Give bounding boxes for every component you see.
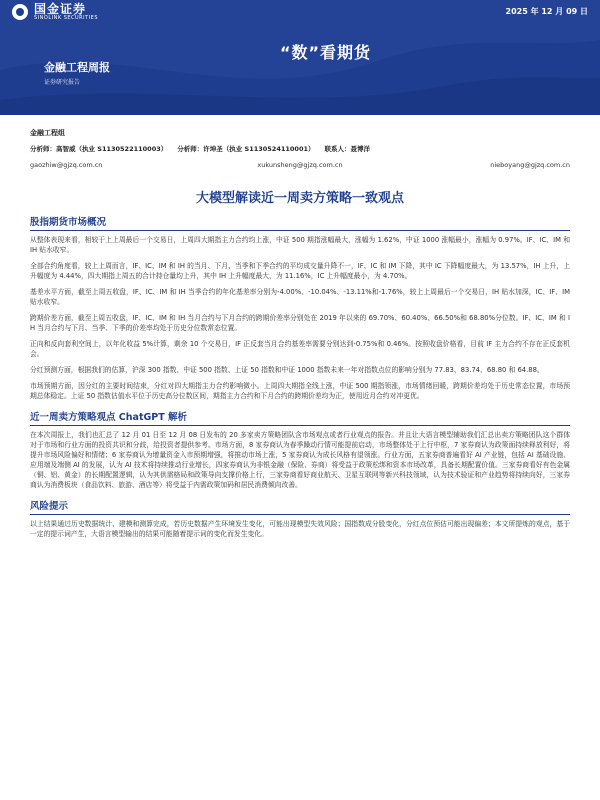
- paragraph: 基差水平方面，截至上周五收盘，IF、IC、IM 和 IH 当季合约的年化基差率分别为-4.00%、-10.04%、-13.11%和-1.76%，较上上周最后一个交易日，IH 贴水加深，IC、IF、IM 贴水收窄。: [30, 288, 570, 306]
- analyst-line: [30, 144, 570, 153]
- paragraph: 以上结果通过历史数据统计、建模和测算完成，若历史数据产生环境发生变化，可能出现模型失效风险；国指数成分股变化，分红点位预估可能出现偏差；本文所提炼的观点，基于一定的提示词产生，大语言模型输出的结果可能随着提示词的变化而发生变化。: [30, 520, 570, 538]
- section-title-risk: 风险提示: [30, 498, 570, 515]
- paragraph: 市场预期方面，因分红的主要时间结束，分红对四大期指主力合约影响微小。上周四大期指全线上涨，中证 500 期指领涨，市场情绪回暖，跨期价差均处于历史常态位置，市场预期总体稳定。上证 50 指数估值水平位于历史高分位数区间，期指主力合约和下月合约的跨期价差均为正，使用近月合约对冲更优。: [30, 382, 570, 400]
- section-title-market: 股指期货市场概况: [30, 214, 570, 231]
- email-1: gaozhiw@gjzq.com.cn: [30, 161, 103, 169]
- contact-person: 联系人：聂博洋: [324, 145, 370, 153]
- analyst-2: 分析师：许坤圣（执业 S1130524110001）: [177, 145, 315, 153]
- section-title-chatgpt: 近一周卖方策略观点 ChatGPT 解析: [30, 409, 570, 426]
- email-line: [30, 161, 570, 169]
- paragraph: 分红预测方面，根据我们的估算，沪深 300 指数、中证 500 指数、上证 50 指数和中证 1000 指数未来一年对指数点位的影响分别为 77.83、83.74、68.80 和 64.88。: [30, 366, 544, 374]
- report-date: 2025 年 12 月 09 日: [505, 7, 588, 16]
- paragraph: 全部合约角度看，较上上周而言，IF、IC、IM 和 IH 的当月、下月、当季和下季合约的平均成交量升降不一，IF、IC 和 IM 下降，其中 IC 下降幅度最大，为 13.57%，IH 上升，上升幅度为 4.44%，四大期指上周五的合计持仓量均上升，其中 IH 上升幅度最大，为 11.16%，IC 上升幅度最小，为 4.70%。: [30, 262, 570, 280]
- email-2: xukunsheng@gjzq.com.cn: [257, 161, 343, 169]
- company-logo: [12, 3, 98, 21]
- email-3: nieboyang@gjzq.com.cn: [490, 161, 570, 169]
- analyst-1: 分析师：高智威（执业 S1130522110003）: [30, 145, 168, 153]
- logo-name-en: SINOLINK SECURITIES: [34, 15, 98, 21]
- report-header: [0, 0, 600, 115]
- paragraph: 在本次周报上，我们也汇总了 12 月 01 日至 12 月 08 日发布的 20 多家卖方策略团队含市场观点或者行业观点的报告。并且让大语言模型辅助我们汇总出卖方策略团队这个群体对于市场和行业方面的投资共识和分歧，给投资者提供参考。市场方面，8 家券商认为春季躁动行情可能提前启动，市场整体处于上行中枢，7 家券商认为政策面持续释放利好，将提升市场风险偏好和情绪；6 家券商认为增量资金入市预期增强，将推动市场上涨，5 家券商认为成长风格有望领涨。行业方面，五家券商普遍看好 AI 产业链，包括 AI 基础设施、应用端及端侧 AI 的发展，认为 AI 技术将持续推动行业增长，四家券商认为非银金融（保险、券商）将受益于政策松绑和资本市场改革，具备长期配置价值。三家券商看好有色金属（铜、铝、黄金）的长期配置逻辑，认为其供需格局和政策导向支撑价格上行，三家券商看好商业航天、卫星互联网等新兴科技领域，认为技术验证和产业趋势将持续向好，三家券商认为消费板块（食品饮料、旅游、酒店等）将受益于内需政策加码和居民消费倾向改善。: [30, 431, 570, 489]
- research-group: 金融工程组: [30, 129, 65, 137]
- logo-mark-icon: [12, 4, 28, 20]
- logo-name-cn: 国金证券: [34, 2, 87, 16]
- report-subtype: 证券研究报告: [44, 79, 81, 86]
- paragraph: 正向和反向套利空间上，以年化收益 5%计算，剩余 10 个交易日，IF 正反套当月合约基差率需要分别达到-0.75%和 0.46%。按照收盘价格看，目前 IF 主力合约不存在正反套机会。: [30, 340, 570, 358]
- document-title: 大模型解读近一周卖方策略一致观点: [195, 191, 404, 206]
- report-type: 金融工程周报: [44, 61, 110, 74]
- paragraph: 跨期价差方面，截至上周五收盘，IF、IC、IM 和 IH 当月合约与下月合约的跨期价差率分别处在 2019 年以来的 69.70%、60.40%、66.50%和 68.80%分位数。IF、IC、IM 和 IH 当月合约与下月、当季、下季的价差率均处于历史分位数常态位置。: [30, 314, 570, 332]
- report-main-title: “数”看期货: [280, 43, 372, 62]
- paragraph: 从整体表现来看，相较于上上周最后一个交易日，上周四大期指主力合约均上涨，中证 500 期指涨幅最大，涨幅为 1.62%，中证 1000 涨幅最小，涨幅为 0.97%。IF、IC、IM 和 IH 贴水收窄。: [30, 236, 570, 254]
- report-body: [30, 128, 570, 539]
